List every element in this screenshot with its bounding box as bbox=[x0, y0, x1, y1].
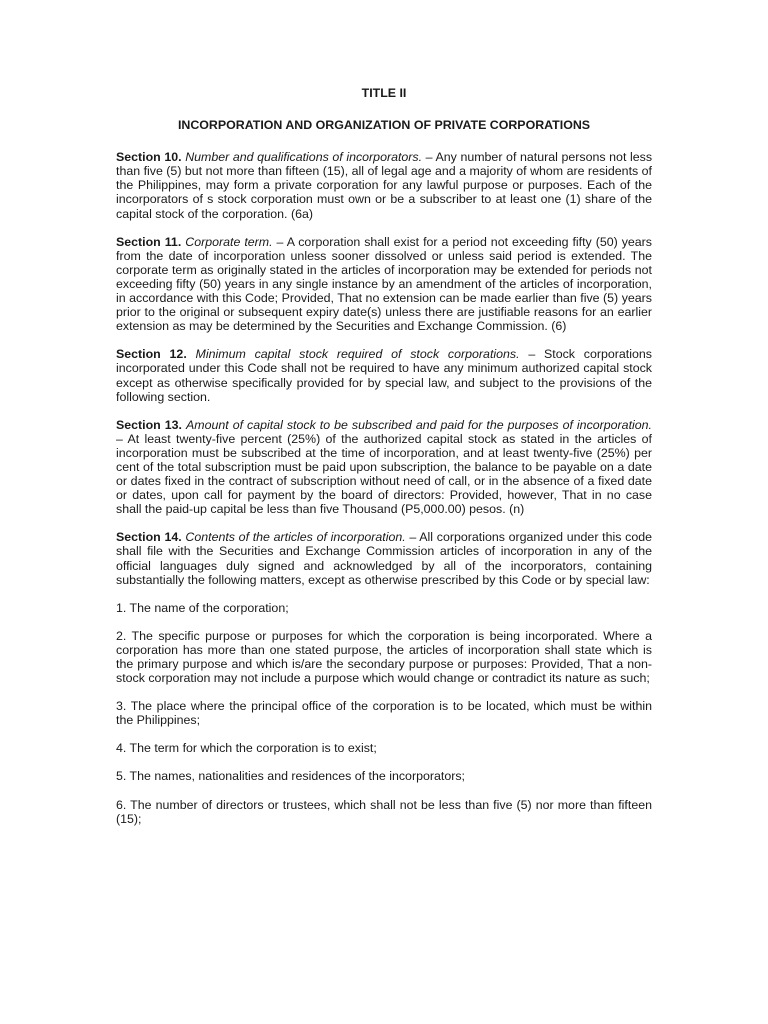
section-text: – At least twenty-five percent (25%) of the authorized capital stock as stated in the articles of incorporation must be subscribed at the time of incorporation, and at least twenty-five (25%) per cent of the total subscription must be paid upon subscription, the balance to be payable on a date or dates fixed in the contract of subscription without need of call, or in the absence of a fixed date or dates, upon call for payment by the board of directors: Provided, however, That in no case shall the paid-up capital be less than five Thousand (P5,000.00) pesos. (n) bbox=[116, 431, 652, 517]
document-page bbox=[116, 86, 652, 840]
section-14 bbox=[116, 530, 652, 586]
section-label: Section 10. bbox=[116, 150, 182, 165]
document-title: TITLE II bbox=[361, 86, 407, 100]
section-label: Section 13. bbox=[116, 417, 182, 432]
section-caption: Contents of the articles of incorporation. bbox=[185, 530, 406, 545]
document-heading: INCORPORATION AND ORGANIZATION OF PRIVATE CORPORATIONS bbox=[177, 118, 591, 133]
section-label: Section 12. bbox=[116, 347, 187, 362]
section-caption: Minimum capital stock required of stock corporations. bbox=[195, 347, 520, 362]
section-13 bbox=[116, 418, 652, 517]
list-item: 3. The place where the principal office of the corporation is to be located, which must be within the Philippines; bbox=[116, 699, 652, 728]
section-11 bbox=[116, 235, 652, 334]
section-10 bbox=[116, 150, 652, 220]
section-text: – Stock corporations incorporated under this Code shall not be required to have any minimum authorized capital stock except as otherwise specifically provided for by special law, and subject to the provisions of the following section. bbox=[116, 347, 652, 404]
list-item: 1. The name of the corporation; bbox=[116, 600, 289, 615]
list-item: 4. The term for which the corporation is to exist; bbox=[116, 741, 377, 756]
section-caption: Corporate term. bbox=[185, 234, 273, 249]
list-item: 2. The specific purpose or purposes for which the corporation is being incorporated. Where a corporation has more than one stated purpose, the articles of incorporation shall state which is the primary purpose and which is/are the secondary purpose or purposes: Provided, That a non-stock corporation may not include a purpose which would change or contradict its nature as such; bbox=[116, 628, 652, 686]
list-item: 6. The number of directors or trustees, which shall not be less than five (5) nor more than fifteen (15); bbox=[116, 797, 652, 826]
section-text: – Any number of natural persons not less than five (5) but not more than fifteen (15), all of legal age and a majority of whom are residents of the Philippines, may form a private corporation for any lawful purpose or purposes. Each of the incorporators of s stock corporation must own or be a subscriber to at least one (1) share of the capital stock of the corporation. (6a) bbox=[116, 150, 653, 221]
list-item: 5. The names, nationalities and residences of the incorporators; bbox=[116, 769, 465, 784]
section-text: – A corporation shall exist for a period not exceeding fifty (50) years from the date of incorporation unless sooner dissolved or unless said period is extended. The corporate term as originally stated in the articles of incorporation may be extended for periods not exceeding fifty (50) years in any single instance by an amendment of the articles of incorporation, in accordance with this Code; Provided, That no extension can be made earlier than five (5) years prior to the original or subsequent expiry date(s) unless there are justifiable reasons for an earlier extension as may be determined by the Securities and Exchange Commission. (6) bbox=[116, 234, 652, 334]
section-12 bbox=[116, 347, 652, 403]
section-label: Section 11. bbox=[116, 234, 182, 249]
section-caption: Number and qualifications of incorporators. bbox=[185, 150, 423, 165]
section-label: Section 14. bbox=[116, 530, 182, 545]
section-caption: Amount of capital stock to be subscribed and paid for the purposes of incorporation. bbox=[186, 417, 652, 432]
section-text: – All corporations organized under this code shall file with the Securities and Exchange Commission articles of incorporation in any of the official languages duly signed and acknowledged by all of the incorporators, containing substantially the following matters, except as otherwise prescribed by this Code or by special law: bbox=[116, 530, 652, 587]
